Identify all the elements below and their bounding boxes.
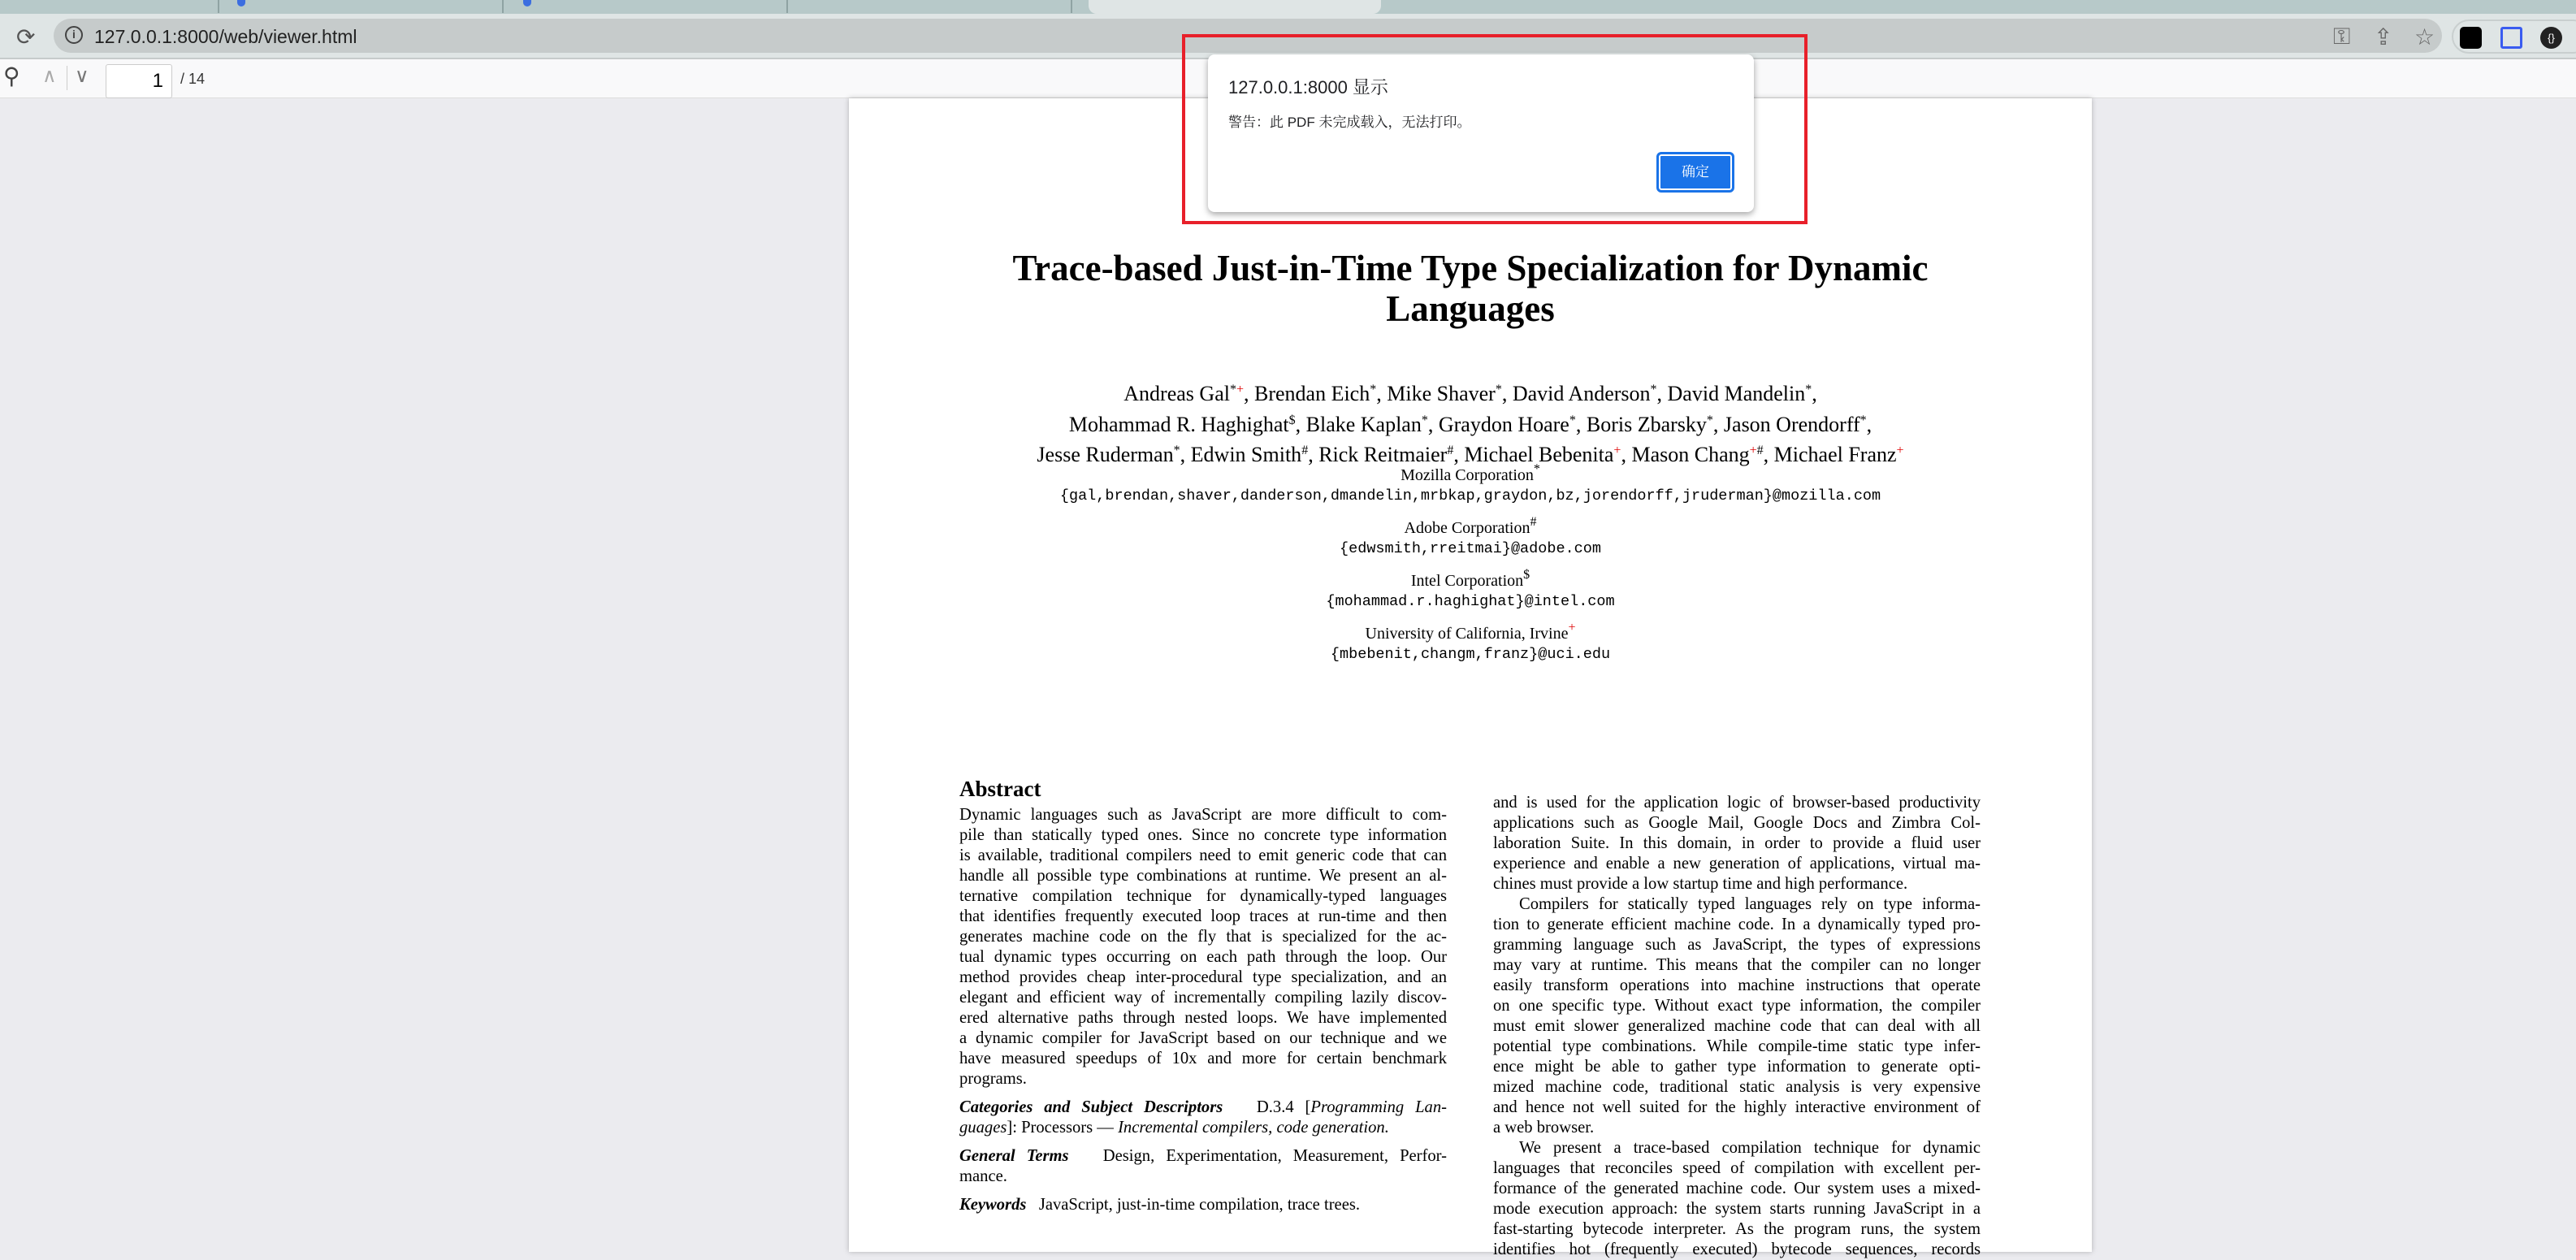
star-icon[interactable]: ☆	[2414, 24, 2435, 50]
extension-icon[interactable]	[2500, 27, 2522, 49]
abstract-body	[959, 805, 1447, 1089]
abstract-line: tual dynamic types occurring on each path through the loop. Our	[959, 948, 1447, 966]
abstract-line: have measured speedups of 10x and more for certain benchmark	[959, 1050, 1447, 1067]
affiliation	[849, 459, 2092, 507]
body-line: We present a trace-based compilation technique for dynamic	[1519, 1139, 1981, 1157]
abstract-line: programs.	[959, 1070, 1027, 1088]
tab-favicon-icon	[237, 0, 245, 6]
body-line: a web browser.	[1493, 1119, 1595, 1137]
affiliation-mark: $	[1523, 568, 1530, 582]
title-line: Languages	[1386, 288, 1555, 329]
left-column	[959, 776, 1447, 1215]
abstract-line: ered alternative paths through nested loops. We have implemented	[959, 1009, 1447, 1027]
abstract-line: ternative compilation technique for dynamically-typed languages	[959, 887, 1447, 905]
affiliation-emails: {edwsmith,rreitmai}@adobe.com	[1340, 540, 1601, 557]
categories-text: ]: Processors —	[1007, 1119, 1119, 1137]
affiliation-emails: {mohammad.r.haghighat}@intel.com	[1326, 593, 1615, 610]
body-line: identifies hot (frequently executed) bytecode sequences, records	[1493, 1241, 1981, 1258]
browser-tab[interactable]	[790, 0, 1072, 13]
body-line: and hence not well suited for the highly interactive environment of	[1493, 1098, 1981, 1116]
affiliation	[849, 512, 2092, 560]
share-icon[interactable]: ⇪	[2374, 24, 2393, 50]
abstract-line: a dynamic compiler for JavaScript based on our technique and we	[959, 1029, 1447, 1047]
body-line: experience and enable a new generation of applications, virtual ma-	[1493, 855, 1981, 872]
affiliation-name: Mozilla Corporation	[1401, 466, 1534, 484]
general-terms	[959, 1146, 1447, 1187]
keywords-label: Keywords	[959, 1196, 1027, 1214]
keywords	[959, 1195, 1447, 1215]
body-line: must emit slower generalized machine code that can deal with all	[1493, 1017, 1981, 1035]
pdf-page	[849, 98, 2092, 1258]
body-line: tion to generate efficient machine code. In a dynamically typed pro-	[1493, 916, 1981, 933]
body-line: may vary at runtime. This means that the compiler can no longer	[1493, 956, 1981, 974]
body-line: mized machine code, traditional static analysis is very expensive	[1493, 1078, 1981, 1096]
general-terms-text: Design, Experimentation, Measurement, Perfor-	[1102, 1147, 1447, 1165]
abstract-line: handle all possible type combinations at runtime. We present an al-	[959, 867, 1447, 885]
abstract-line: is available, traditional compilers need to emit generic code that can	[959, 846, 1447, 864]
affiliation	[849, 617, 2092, 665]
body-line: formance of the generated machine code. Our system uses a mixed-	[1493, 1180, 1981, 1197]
body-line: applications such as Google Mail, Google Docs and Zimbra Col-	[1493, 814, 1981, 832]
abstract-line: Dynamic languages such as JavaScript are more difficult to com-	[959, 806, 1447, 824]
body-line: laboration Suite. In this domain, in order to provide a fluid user	[1493, 834, 1981, 852]
abstract-line: elegant and efficient way of incrementally compiling lazily discov-	[959, 989, 1447, 1007]
affiliation-mark: +	[1568, 621, 1576, 634]
abstract-line: that identifies frequently executed loop traces at run-time and then	[959, 907, 1447, 925]
affiliation-mark: #	[1530, 515, 1537, 529]
affiliation-name: Adobe Corporation	[1404, 519, 1530, 537]
general-terms-label: General Terms	[959, 1147, 1069, 1165]
affiliation	[849, 565, 2092, 613]
body-line: fast-starting bytecode interpreter. As the program runs, the system	[1493, 1220, 1981, 1238]
categories	[959, 1098, 1447, 1138]
page-number-input[interactable]	[106, 64, 172, 98]
categories-text: Incremental compilers, code generation.	[1118, 1119, 1389, 1137]
categories-text: Programming Lan-	[1310, 1098, 1448, 1116]
categories-text: guages	[959, 1119, 1007, 1137]
affiliation-mark: *	[1533, 462, 1540, 476]
title-line: Trace-based Just-in-Time Type Specialization for Dynamic	[1012, 248, 1929, 288]
body-line: ence might be able to gather type information to generate opti-	[1493, 1058, 1981, 1076]
paper-title	[849, 248, 2092, 329]
body-line: and is used for the application logic of browser-based productivity	[1493, 794, 1981, 812]
keywords-text: JavaScript, just-in-time compilation, trace trees.	[1038, 1196, 1360, 1214]
ok-button[interactable]: 确定	[1656, 152, 1734, 193]
json-extension-icon[interactable]: {}	[2540, 27, 2562, 49]
dialog-message: 警告：此 PDF 未完成载入，无法打印。	[1228, 115, 1471, 130]
site-info-icon[interactable]: i	[65, 26, 83, 44]
affiliation-emails: {mbebenit,changm,franz}@uci.edu	[1330, 646, 1611, 663]
search-icon[interactable]: ⚲	[3, 63, 20, 89]
body-line: potential type combinations. While compile-time static type infer-	[1493, 1037, 1981, 1055]
reload-icon[interactable]: ⟳	[16, 24, 36, 50]
abstract-line: method provides cheap inter-procedural type specialization, and an	[959, 968, 1447, 986]
highlight-box	[1182, 34, 1808, 224]
body-line: languages that reconciles speed of compilation with excellent per-	[1493, 1159, 1981, 1177]
previous-page-button[interactable]: ∧	[42, 65, 57, 87]
author-list: Andreas Gal*+, Brendan Eich*, Mike Shaver*, David Anderson*, David Mandelin*, Mohammad R. Haghighat$, Blake Kaplan*, Graydon Hoare*, Boris Zbarsky*, Jason Orendorff*, Jesse Ruderman*, Edwin Smith#, Rick Reitmaier#, Michael Bebenita+, Mason Chang+#, Michael Franz+	[1037, 382, 1904, 466]
page-count: / 14	[180, 71, 206, 87]
browser-tab[interactable]	[221, 0, 504, 13]
affiliation-name: University of California, Irvine	[1365, 625, 1569, 643]
key-icon[interactable]: ⚿	[2333, 24, 2351, 49]
tab-strip	[0, 0, 2576, 14]
browser-tab[interactable]	[0, 0, 219, 13]
body-line: mode execution approach: the system starts running JavaScript in a	[1493, 1200, 1981, 1218]
abstract-line: pile than statically typed ones. Since no concrete type information	[959, 826, 1447, 844]
right-column	[1493, 793, 1981, 1260]
browser-tab[interactable]	[505, 0, 788, 13]
general-terms-text: mance.	[959, 1167, 1007, 1185]
extension-icon[interactable]	[2460, 27, 2482, 49]
body-line: gramming language such as JavaScript, the types of expressions	[1493, 936, 1981, 954]
body-line: chines must provide a low startup time and high performance.	[1493, 875, 1908, 893]
tab-favicon-icon	[523, 0, 531, 6]
browser-tab-active[interactable]	[1089, 0, 1381, 14]
abstract-heading: Abstract	[959, 777, 1041, 801]
extensions-area	[2452, 19, 2576, 54]
url-text[interactable]: 127.0.0.1:8000/web/viewer.html	[94, 26, 357, 47]
next-page-button[interactable]: ∨	[75, 65, 89, 87]
affiliation-emails: {gal,brendan,shaver,danderson,dmandelin,mrbkap,graydon,bz,jorendorff,jruderman}@mozilla.com	[1059, 487, 1881, 504]
body-line: on one specific type. Without exact type information, the compiler	[1493, 997, 1981, 1015]
dialog-title: 127.0.0.1:8000 显示	[1228, 77, 1388, 97]
categories-text: D.3.4 [	[1256, 1098, 1311, 1116]
body-line: Compilers for statically typed languages rely on type informa-	[1519, 895, 1981, 913]
body-line: easily transform operations into machine instructions that operate	[1493, 976, 1981, 994]
categories-label: Categories and Subject Descriptors	[959, 1098, 1223, 1116]
affiliation-name: Intel Corporation	[1410, 572, 1524, 590]
abstract-line: generates machine code on the fly that is specialized for the ac-	[959, 928, 1447, 946]
